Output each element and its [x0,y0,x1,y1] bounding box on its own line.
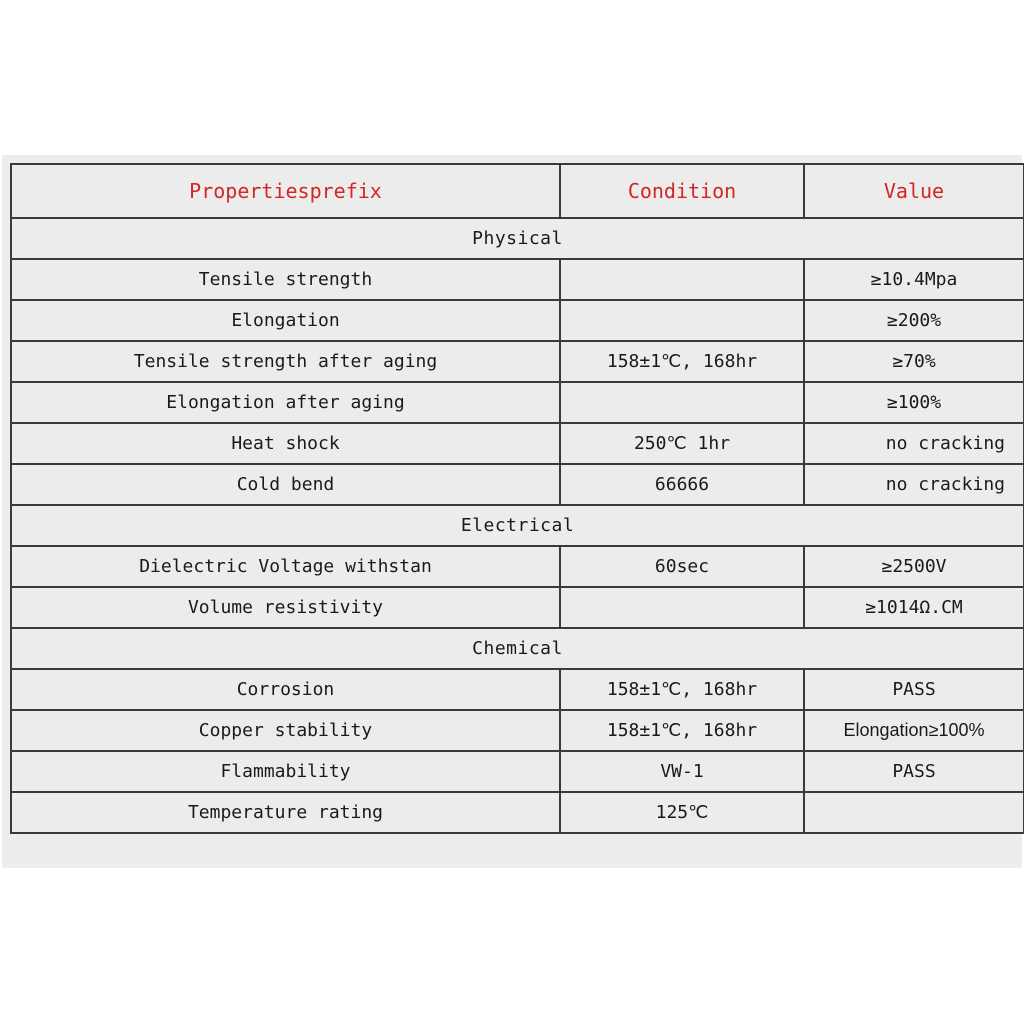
property-cell: Cold bend [11,464,560,505]
value-cell: ≥70% [804,341,1024,382]
value-cell: ≥2500V [804,546,1024,587]
section-title-physical: Physical [11,218,1024,259]
table-row [11,546,1024,587]
table-row [11,792,1024,833]
value-cell: ≥10.4Mpa [804,259,1024,300]
value-cell [804,792,1024,833]
table-row [11,341,1024,382]
condition-cell: 158±1℃, 168hr [560,710,804,751]
property-cell: Dielectric Voltage withstan [11,546,560,587]
table-row [11,710,1024,751]
value-cell: ≥100% [804,382,1024,423]
property-cell: Temperature rating [11,792,560,833]
section-row-physical [11,218,1024,259]
condition-cell: 250℃ 1hr [560,423,804,464]
value-cell: PASS [804,751,1024,792]
table-header-row [11,164,1024,218]
condition-cell: 60sec [560,546,804,587]
property-cell: Heat shock [11,423,560,464]
header-condition: Condition [560,164,804,218]
value-cell: ≥200% [804,300,1024,341]
section-title-chemical: Chemical [11,628,1024,669]
table-row [11,587,1024,628]
property-cell: Copper stability [11,710,560,751]
table-row [11,464,1024,505]
condition-cell: 158±1℃, 168hr [560,341,804,382]
properties-table [10,163,1024,834]
property-cell: Corrosion [11,669,560,710]
header-value: Value [804,164,1024,218]
property-cell: Volume resistivity [11,587,560,628]
spec-table-container [2,155,1022,868]
condition-cell [560,382,804,423]
condition-cell: 66666 [560,464,804,505]
section-row-electrical [11,505,1024,546]
section-row-chemical [11,628,1024,669]
property-cell: Tensile strength [11,259,560,300]
value-cell: ≥1014Ω.CM [804,587,1024,628]
table-row [11,423,1024,464]
table-row [11,669,1024,710]
header-property: Propertiesprefix [11,164,560,218]
condition-cell: 158±1℃, 168hr [560,669,804,710]
value-cell: PASS [804,669,1024,710]
condition-cell: 125℃ [560,792,804,833]
condition-cell [560,300,804,341]
condition-cell [560,587,804,628]
property-cell: Tensile strength after aging [11,341,560,382]
table-row [11,300,1024,341]
condition-cell: VW-1 [560,751,804,792]
table-row [11,259,1024,300]
value-cell: no cracking [804,464,1024,505]
section-title-electrical: Electrical [11,505,1024,546]
value-cell: no cracking [804,423,1024,464]
condition-cell [560,259,804,300]
property-cell: Elongation [11,300,560,341]
table-row [11,751,1024,792]
property-cell: Elongation after aging [11,382,560,423]
table-row [11,382,1024,423]
property-cell: Flammability [11,751,560,792]
value-cell: Elongation≥100% [804,710,1024,751]
